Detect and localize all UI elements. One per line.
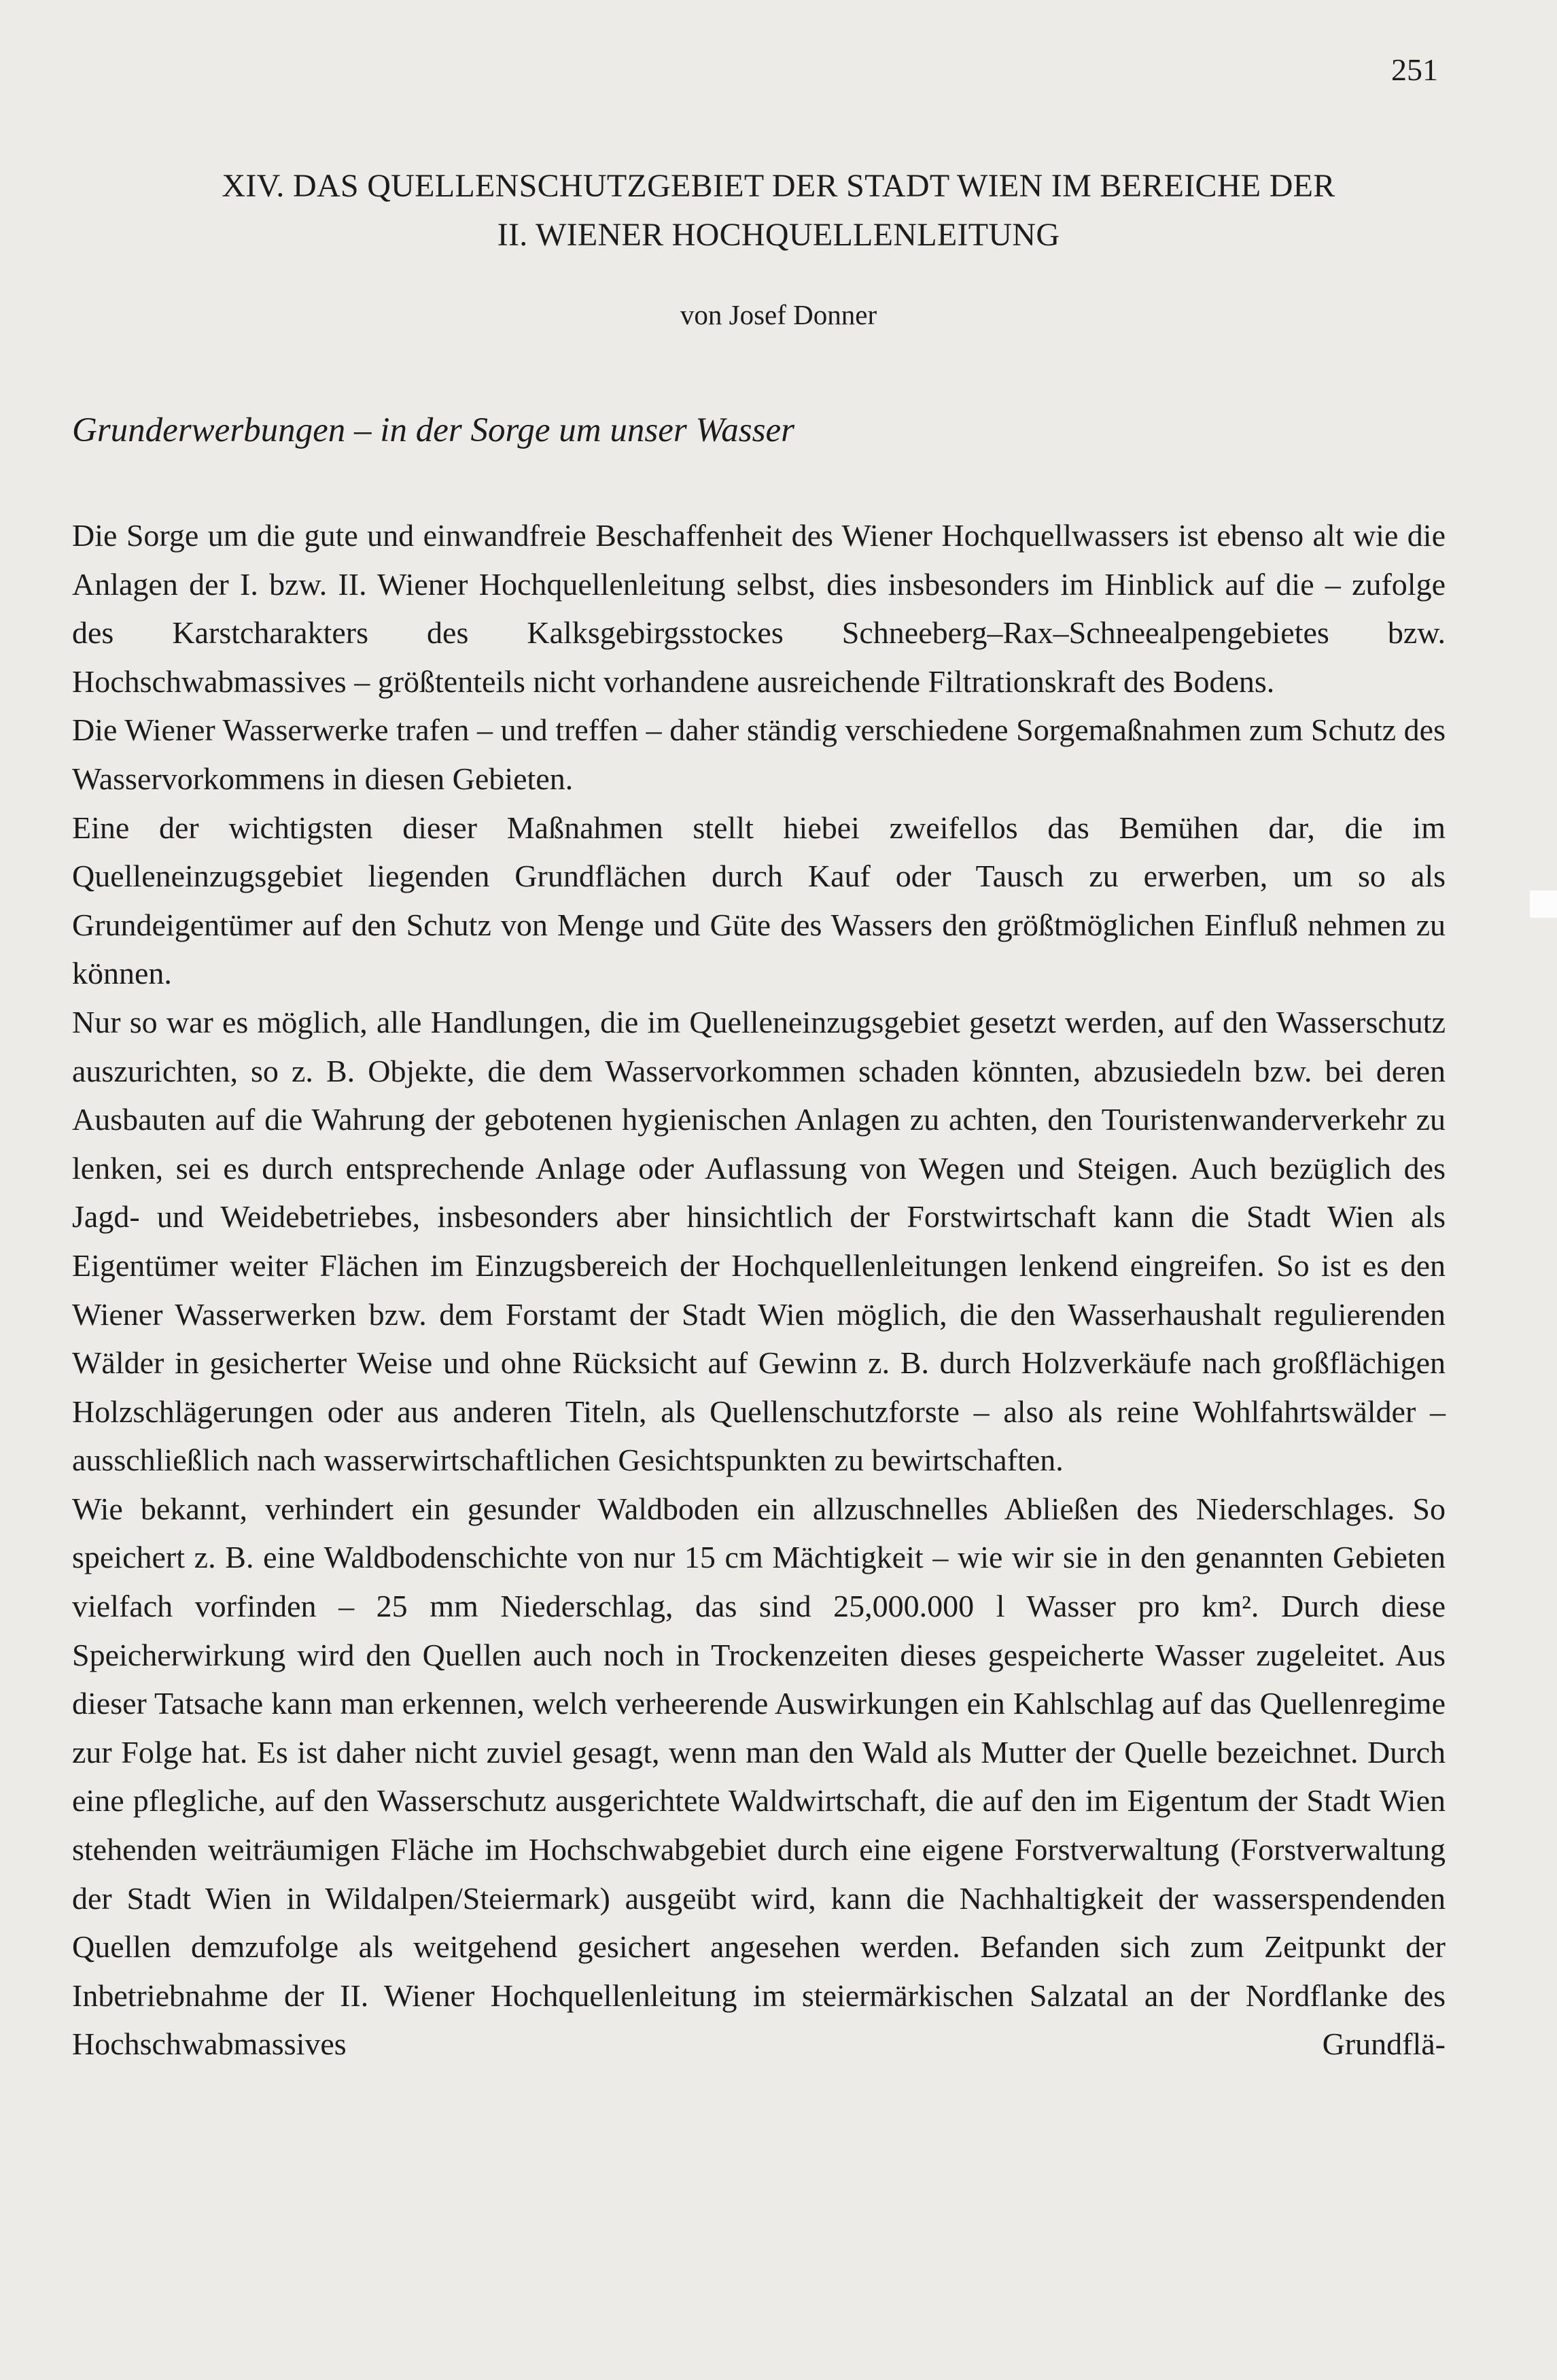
page-number: 251 — [1391, 52, 1438, 87]
scan-edge-marker — [1530, 891, 1557, 918]
paragraph: Wie bekannt, verhindert ein gesunder Waldboden ein allzuschnelles Abließen des Niederschlages. So speichert z. B. eine Waldbodenschichte von nur 15 cm Mächtigkeit – wie wir sie in den genannten Gebieten vielfach vorfinden – 25 mm Niederschlag, das sind 25,000.000 l Wasser pro km². Durch diese Speicherwirkung wird den Quellen auch noch in Trockenzeiten dieses gespeicherte Wasser zugeleitet. Aus dieser Tatsache kann man erkennen, welch verheerende Auswirkungen ein Kahlschlag auf das Quellenregime zur Folge hat. Es ist daher nicht zuviel gesagt, wenn man den Wald als Mutter der Quelle bezeichnet. Durch eine pflegliche, auf den Wasserschutz ausgerichtete Waldwirtschaft, die auf den im Eigentum der Stadt Wien stehenden weiträumigen Fläche im Hochschwabgebiet durch eine eigene Forstverwaltung (Forstverwaltung der Stadt Wien in Wildalpen/Steiermark) ausgeübt wird, kann die Nachhaltigkeit der wasserspendenden Quellen demzufolge als weitgehend gesichert angesehen werden. Befanden sich zum Zeitpunkt der Inbetriebnahme der II. Wiener Hochquellenleitung im steiermärkischen Salzatal an der Nordflanke des Hochschwabmassives Grundflä- — [72, 1491, 1446, 2062]
chapter-title-line-1: XIV. DAS QUELLENSCHUTZGEBIET DER STADT WIEN IM BEREICHE DER — [222, 168, 1335, 204]
paragraph: Die Sorge um die gute und einwandfreie Beschaffenheit des Wiener Hochquellwassers ist ebenso alt wie die Anlagen der I. bzw. II. Wiener Hochquellenleitung selbst, dies insbesonders im Hinblick auf die – zufolge des Karstcharakters des Kalksgebirgsstockes Schneeberg–Rax–Schneealpengebietes bzw. Hochschwabmassives – größtenteils nicht vorhandene ausreichende Filtrationskraft des Bodens. — [72, 518, 1446, 699]
paragraph: Eine der wichtigsten dieser Maßnahmen stellt hiebei zweifellos das Bemühen dar, die im Quelleneinzugsgebiet liegenden Grundflächen durch Kauf oder Tausch zu erwerben, um so als Grundeigentümer auf den Schutz von Menge und Güte des Wassers den größtmöglichen Einfluß nehmen zu können. — [72, 810, 1446, 991]
chapter-title — [95, 162, 1462, 260]
paragraph: Nur so war es möglich, alle Handlungen, die im Quelleneinzugsgebiet gesetzt werden, auf den Wasserschutz auszurichten, so z. B. Objekte, die dem Wasservorkommen schaden könnten, abzusiedeln bzw. bei deren Ausbauten auf die Wahrung der gebotenen hygienischen Anlagen zu achten, den Touristenwanderverkehr zu lenken, sei es durch entsprechende Anlage oder Auflassung von Wegen und Steigen. Auch bezüglich des Jagd- und Weidebetriebes, insbesonders aber hinsichtlich der Forstwirtschaft kann die Stadt Wien als Eigentümer weiter Flächen im Einzugsbereich der Hochquellenleitungen lenkend eingreifen. So ist es den Wiener Wasserwerken bzw. dem Forstamt der Stadt Wien möglich, die den Wasserhaushalt regulierenden Wälder in gesicherter Weise und ohne Rücksicht auf Gewinn z. B. durch Holzverkäufe nach großflächigen Holzschlägerungen oder aus anderen Titeln, als Quellenschutzforste – also als reine Wohlfahrtswälder – ausschließlich nach wasserwirtschaftlichen Gesichtspunkten zu bewirtschaften. — [72, 1004, 1446, 1478]
section-heading: Grunderwerbungen – in der Sorge um unser Wasser — [72, 411, 794, 449]
body-text — [72, 511, 1446, 2069]
author-byline: von Josef Donner — [680, 299, 877, 330]
chapter-title-line-2: II. WIENER HOCHQUELLENLEITUNG — [497, 217, 1060, 253]
paragraph: Die Wiener Wasserwerke trafen – und treffen – daher ständig verschiedene Sorgemaßnahmen zum Schutz des Wasservorkommens in diesen Gebieten. — [72, 712, 1446, 796]
